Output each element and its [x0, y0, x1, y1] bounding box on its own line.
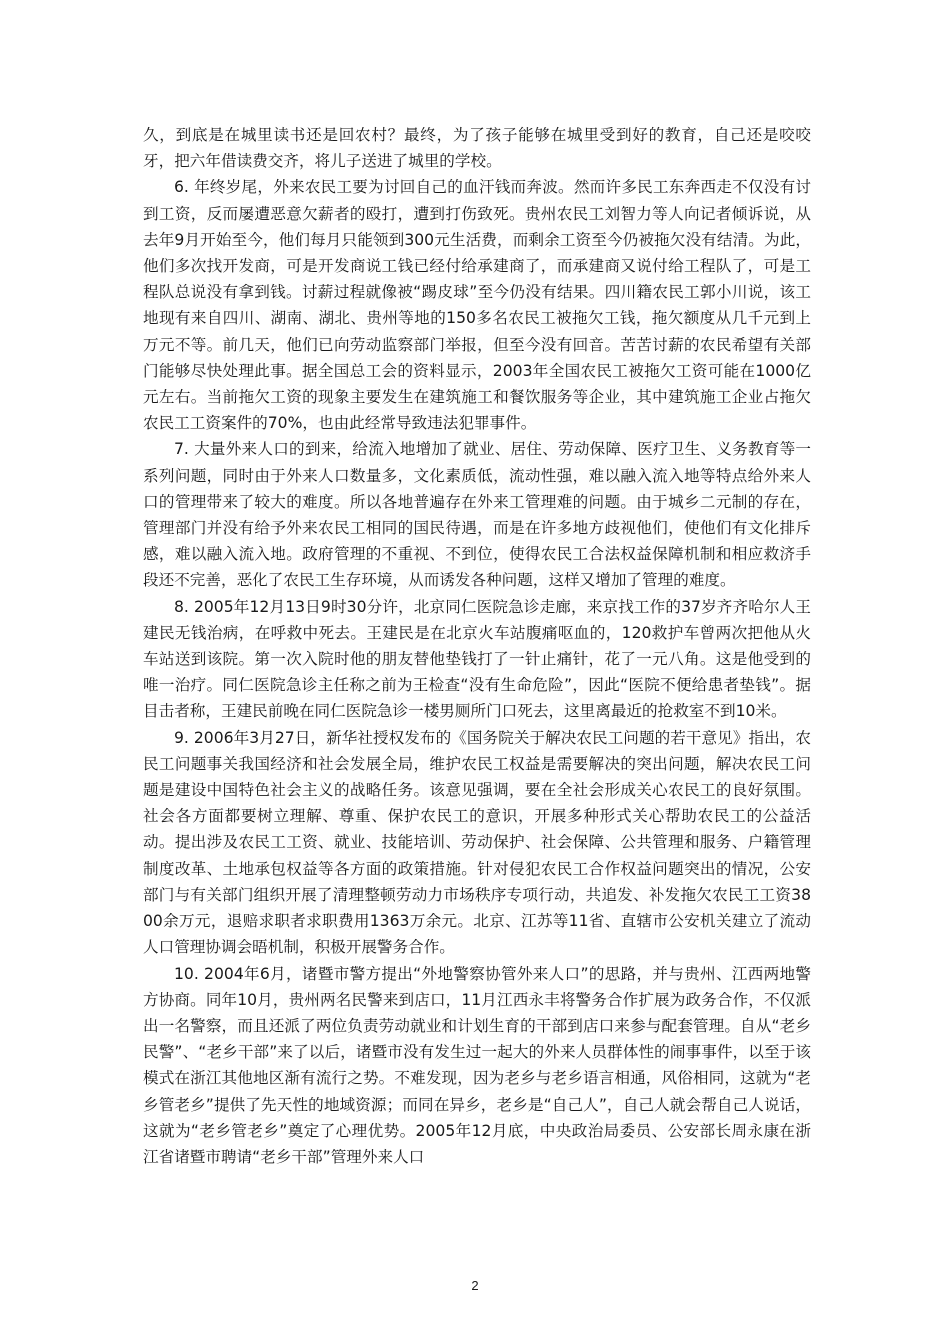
page-number: 2 [471, 1278, 479, 1293]
paragraph-item-6: 6. 年终岁尾，外来农民工要为讨回自己的血汗钱而奔波。然而许多民工东奔西走不仅没有讨到工资，反而屡遭恶意欠薪者的殴打，遭到打伤致死。贵州农民工刘智力等人向记者倾诉说，从去年9月开始至今，他们每月只能领到300元生活费，而剩余工资至今仍被拖欠没有结清。为此，他们多次找开发商，可是开发商说工钱已经付给承建商了，而承建商又说付给工程队了，可是工程队总说没有拿到钱。讨薪过程就像被“踢皮球”至今仍没有结果。四川籍农民工郭小川说，该工地现有来自四川、湖南、湖北、贵州等地的150多名农民工被拖欠工钱，拖欠额度从几千元到上万元不等。前几天，他们已向劳动监察部门举报，但至今没有回音。苦苦讨薪的农民希望有关部门能够尽快处理此事。据全国总工会的资料显示，2003年全国农民工被拖欠工资可能在1000亿元左右。当前拖欠工资的现象主要发生在建筑施工和餐饮服务等企业，其中建筑施工企业占拖欠农民工工资案件的70%，也由此经常导致违法犯罪事件。 [143, 178, 811, 433]
document-body [143, 122, 811, 1170]
paragraph-item-7: 7. 大量外来人口的到来，给流入地增加了就业、居住、劳动保障、医疗卫生、义务教育等一系列问题，同时由于外来人口数量多，文化素质低，流动性强，难以融入流入地等特点给外来人口的管理带来了较大的难度。所以各地普遍存在外来工管理难的问题。由于城乡二元制的存在，管理部门并没有给予外来农民工相同的国民待遇，而是在许多地方歧视他们，使他们有文化排斥感，难以融入流入地。政府管理的不重视、不到位，使得农民工合法权益保障机制和相应救济手段还不完善，恶化了农民工生存环境，从而诱发各种问题，这样又增加了管理的难度。 [143, 440, 811, 590]
paragraph-item-9: 9. 2006年3月27日，新华社授权发布的《国务院关于解决农民工问题的若干意见》指出，农民工问题事关我国经济和社会发展全局，维护农民工权益是需要解决的突出问题，解决农民工问题是建设中国特色社会主义的战略任务。该意见强调，要在全社会形成关心农民工的良好氛围。社会各方面都要树立理解、尊重、保护农民工的意识，开展多种形式关心帮助农民工的公益活动。提出涉及农民工工资、就业、技能培训、劳动保护、社会保障、公共管理和服务、户籍管理制度改革、土地承包权益等各方面的政策措施。针对侵犯农民工合作权益问题突出的情况，公安部门与有关部门组织开展了清理整顿劳动力市场秩序专项行动，共追发、补发拖欠农民工工资3800余万元，退赔求职者求职费用1363万余元。北京、江苏等11省、直辖市公安机关建立了流动人口管理协调会晤机制，积极开展警务合作。 [143, 728, 811, 957]
paragraph-continued: 久，到底是在城里读书还是回农村？最终，为了孩子能够在城里受到好的教育，自己还是咬咬牙，把六年借读费交齐，将儿子送进了城里的学校。 [143, 126, 811, 171]
paragraph-item-10: 10. 2004年6月，诸暨市警方提出“外地警察协管外来人口”的思路，并与贵州、江西两地警方协商。同年10月，贵州两名民警来到店口，11月江西永丰将警务合作扩展为政务合作，不仅派出一名警察，而且还派了两位负责劳动就业和计划生育的干部到店口来参与配套管理。自从“老乡民警”、“老乡干部”来了以后，诸暨市没有发生过一起大的外来人员群体性的闹事事件，以至于该模式在浙江其他地区渐有流行之势。不难发现，因为老乡与老乡语言相通，风俗相同，这就为“老乡管老乡”提供了先天性的地域资源；而同在异乡，老乡是“自己人”，自己人就会帮自己人说话，这就为“老乡管老乡”奠定了心理优势。2005年12月底，中央政治局委员、公安部长周永康在浙江省诸暨市聘请“老乡干部”管理外来人口 [143, 964, 811, 1166]
paragraph-item-8: 8. 2005年12月13日9时30分许，北京同仁医院急诊走廊，来京找工作的37岁齐齐哈尔人王建民无钱治病，在呼救中死去。王建民是在北京火车站腹痛呕血的，120救护车曾两次把他从火车站送到该院。第一次入院时他的朋友替他垫钱打了一针止痛针，花了一元八角。这是他受到的唯一治疗。同仁医院急诊主任称之前为王检查“没有生命危险”，因此“医院不便给患者垫钱”。据目击者称，王建民前晚在同仁医院急诊一楼男厕所门口死去，这里离最近的抢救室不到10米。 [143, 597, 811, 721]
